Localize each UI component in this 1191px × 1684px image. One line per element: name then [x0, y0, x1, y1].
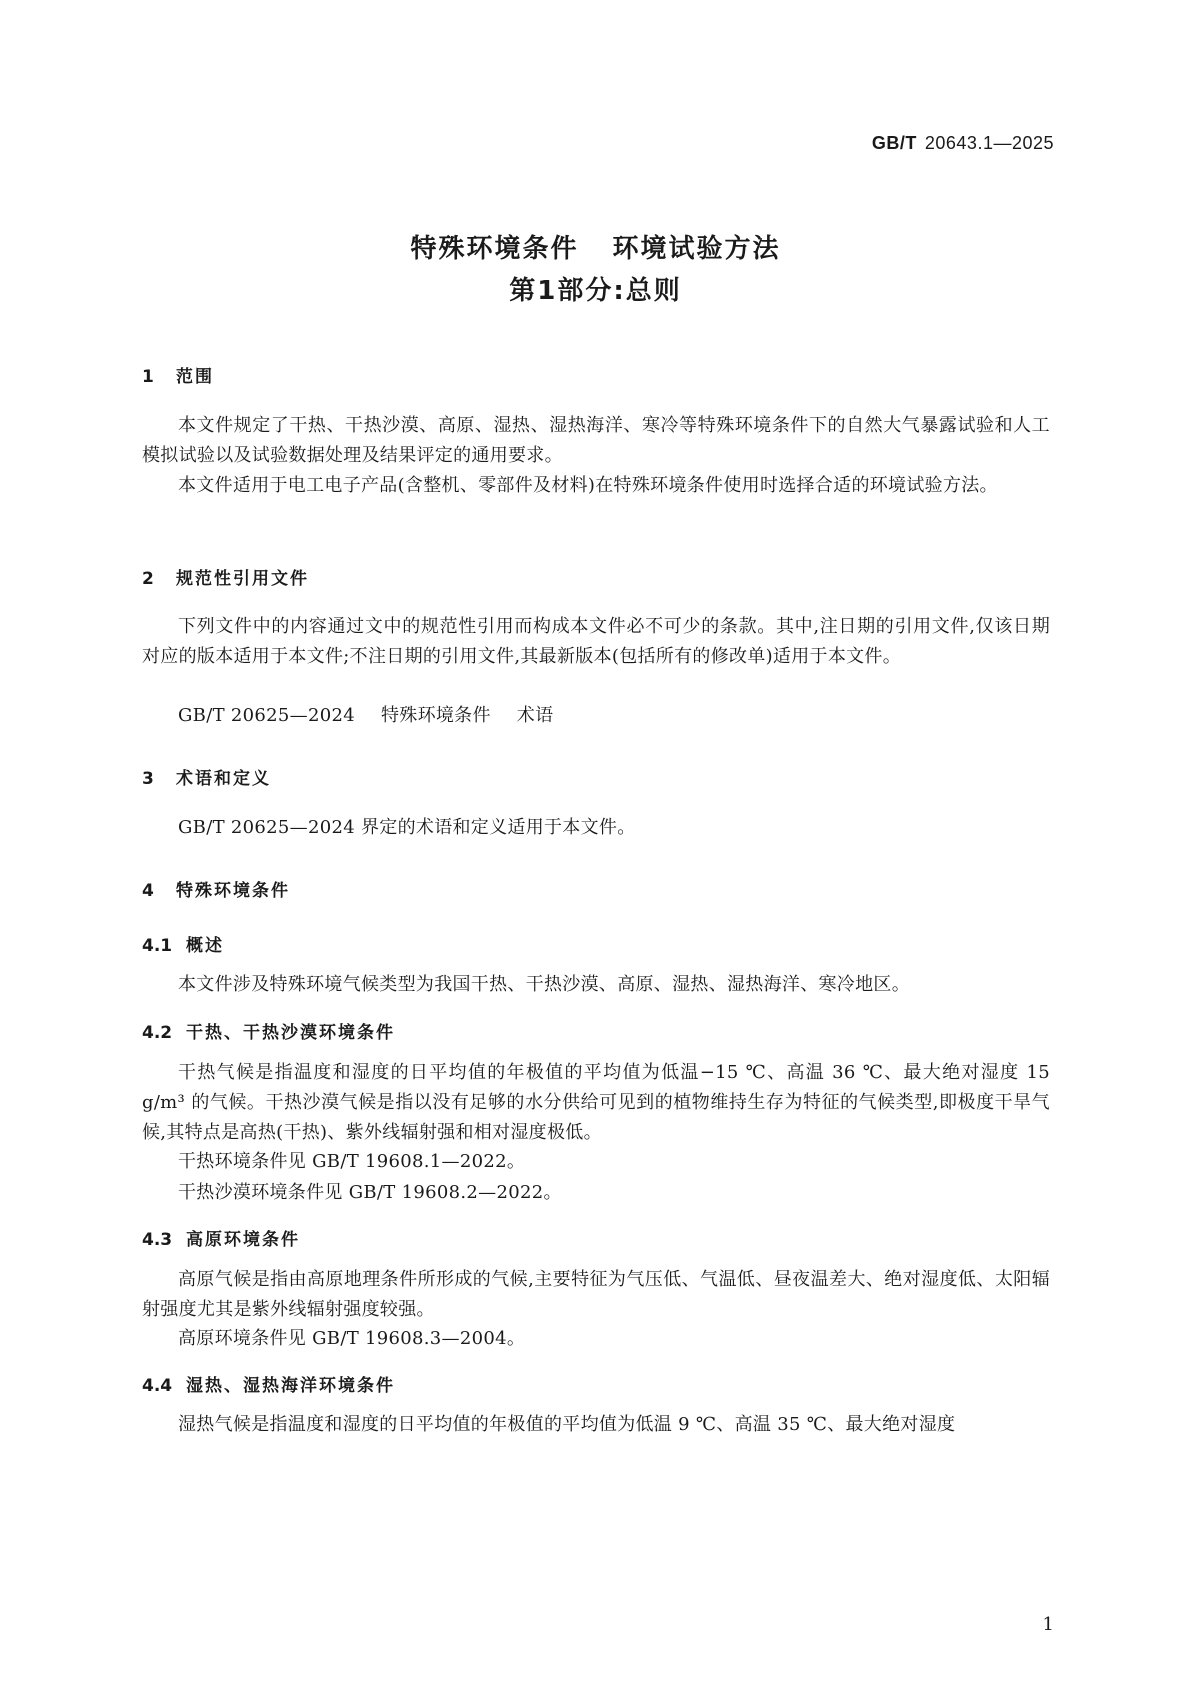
- subsection-number: 4.2: [142, 1023, 173, 1043]
- subsection-title: 概述: [186, 936, 224, 956]
- section-title: 范围: [176, 367, 214, 387]
- subsection-number: 4.3: [142, 1230, 173, 1250]
- paragraph: 下列文件中的内容通过文中的规范性引用而构成本文件必不可少的条款。其中,注日期的引用文件,仅该日期对应的版本适用于本文件;不注日期的引用文件,其最新版本(包括所有的修改单)适用于本文件。: [142, 616, 1050, 667]
- section-title: 术语和定义: [176, 769, 271, 789]
- section-title: 特殊环境条件: [176, 881, 290, 901]
- standard-code: [872, 133, 1054, 154]
- subsection-heading-4-4: [142, 1371, 395, 1396]
- subsection-title: 高原环境条件: [186, 1230, 300, 1250]
- paragraph: 湿热气候是指温度和湿度的日平均值的年极值的平均值为低温 9 ℃、高温 35 ℃、最大绝对湿度: [178, 1414, 956, 1435]
- reference-code: GB/T 20625—2024: [178, 705, 355, 726]
- subsection-heading-4-2: [142, 1018, 395, 1043]
- subsection-heading-4-3: [142, 1225, 300, 1250]
- paragraph: 本文件涉及特殊环境气候类型为我国干热、干热沙漠、高原、湿热、湿热海洋、寒冷地区。: [178, 974, 910, 995]
- paragraph: 高原气候是指由高原地理条件所形成的气候,主要特征为气压低、气温低、昼夜温差大、绝对湿度低、太阳辐射强度尤其是紫外线辐射强度较强。: [142, 1269, 1050, 1320]
- paragraph: GB/T 20625—2024 界定的术语和定义适用于本文件。: [178, 817, 636, 838]
- section-title: 规范性引用文件: [176, 569, 309, 589]
- normative-reference: [178, 701, 553, 731]
- standard-number: 20643.1—2025: [924, 133, 1054, 153]
- title-part-a: 特殊环境条件: [410, 234, 579, 264]
- paragraph: 高原环境条件见 GB/T 19608.3—2004。: [178, 1328, 526, 1349]
- section-number: 3: [142, 769, 156, 789]
- paragraph: 干热气候是指温度和湿度的日平均值的年极值的平均值为低温−15 ℃、高温 36 ℃、最大绝对湿度 15 g/m³ 的气候。干热沙漠气候是指以没有足够的水分供给可见到的植物维持生存为特征的气候类型,即极度干旱气候,其特点是高热(干热)、紫外线辐射强和相对湿度极低。: [142, 1062, 1050, 1143]
- paragraph: 本文件规定了干热、干热沙漠、高原、湿热、湿热海洋、寒冷等特殊环境条件下的自然大气暴露试验和人工模拟试验以及试验数据处理及结果评定的通用要求。: [142, 415, 1050, 466]
- subsection-title: 湿热、湿热海洋环境条件: [186, 1376, 395, 1396]
- page-number: 1: [1042, 1614, 1054, 1635]
- section-heading-2: [142, 564, 309, 589]
- subsection-number: 4.4: [142, 1376, 173, 1396]
- section-number: 1: [142, 367, 156, 387]
- title-part-b: 环境试验方法: [612, 234, 781, 264]
- section-heading-1: [142, 362, 214, 387]
- reference-title-b: 术语: [516, 705, 554, 726]
- subsection-number: 4.1: [142, 936, 173, 956]
- subsection-title: 干热、干热沙漠环境条件: [186, 1023, 395, 1043]
- paragraph: 干热沙漠环境条件见 GB/T 19608.2—2022。: [178, 1182, 562, 1203]
- section-heading-4: [142, 876, 290, 901]
- standard-prefix: GB/T: [871, 133, 917, 153]
- paragraph: 干热环境条件见 GB/T 19608.1—2022。: [178, 1151, 526, 1172]
- section-heading-3: [142, 764, 271, 789]
- subsection-heading-4-1: [142, 931, 224, 956]
- paragraph: 本文件适用于电工电子产品(含整机、零部件及材料)在特殊环境条件使用时选择合适的环境试验方法。: [178, 475, 998, 496]
- document-title: [0, 228, 1191, 265]
- section-number: 4: [142, 881, 156, 901]
- section-number: 2: [142, 569, 156, 589]
- reference-title-a: 特殊环境条件: [380, 705, 491, 726]
- document-subtitle: 第1部分:总则: [509, 276, 682, 306]
